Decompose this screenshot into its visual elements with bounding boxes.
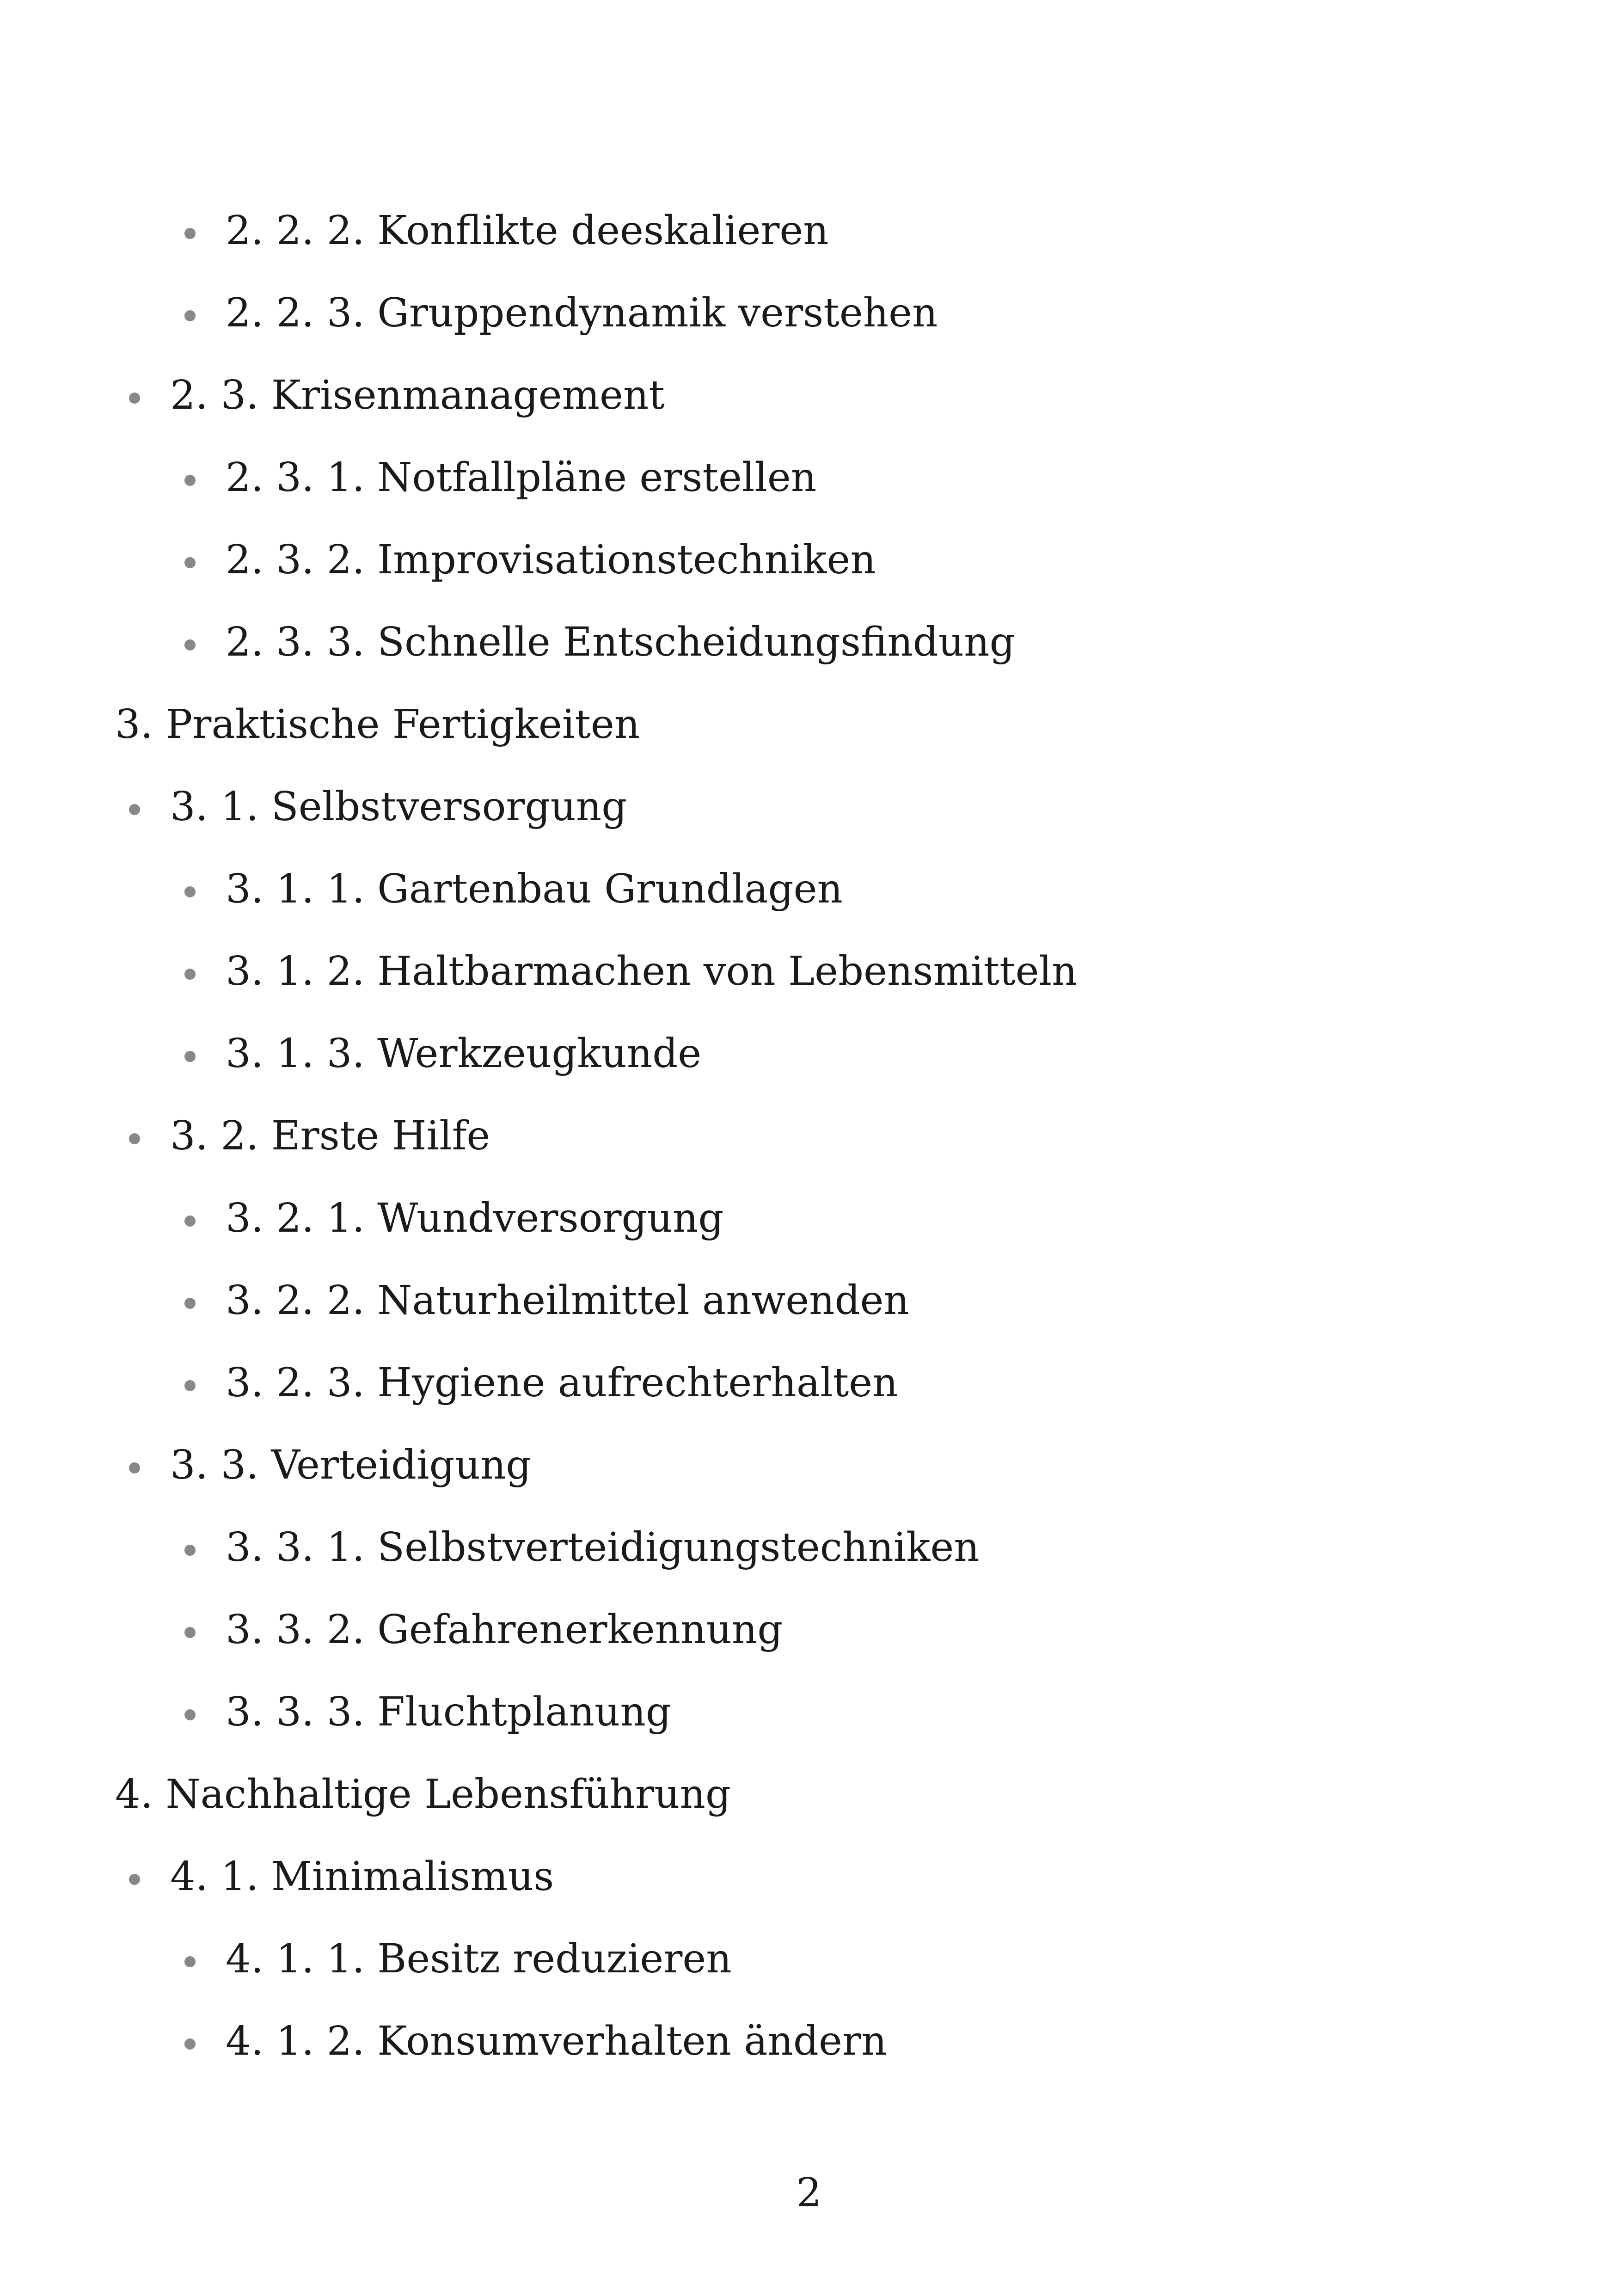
bullet-icon xyxy=(184,1380,196,1391)
bullet-icon xyxy=(129,804,140,815)
toc-entry-level-3: 3. 3. 1. Selbstverteidigungstechniken xyxy=(226,1524,980,1571)
toc-entry-level-3: 3. 1. 1. Gartenbau Grundlagen xyxy=(226,866,843,912)
toc-entry-level-3: 2. 3. 1. Notfallpläne erstellen xyxy=(226,454,817,501)
toc-entry-level-3: 3. 3. 2. Gefahrenerkennung xyxy=(226,1607,783,1653)
toc-entry-level-3: 2. 2. 3. Gruppendynamik verstehen xyxy=(226,290,938,336)
bullet-icon xyxy=(184,557,196,568)
bullet-icon xyxy=(184,310,196,321)
toc-entry-level-3: 3. 2. 1. Wundversorgung xyxy=(226,1195,724,1241)
toc-entry-level-2: 3. 2. Erste Hilfe xyxy=(170,1113,490,1159)
bullet-icon xyxy=(184,969,196,980)
bullet-icon xyxy=(184,1545,196,1556)
bullet-icon xyxy=(129,1874,140,1885)
toc-entry-level-3: 3. 2. 2. Naturheilmittel anwenden xyxy=(226,1277,909,1324)
bullet-icon xyxy=(129,1462,140,1473)
toc-entry-level-2: 3. 3. Verteidigung xyxy=(170,1442,532,1488)
toc-entry-level-3: 3. 1. 3. Werkzeugkunde xyxy=(226,1031,702,1077)
bullet-icon xyxy=(184,639,196,651)
toc-entry-level-1: 4. Nachhaltige Lebensführung xyxy=(115,1771,731,1817)
bullet-icon xyxy=(184,1627,196,1638)
toc-entry-level-2: 3. 1. Selbstversorgung xyxy=(170,784,627,830)
toc-entry-level-3: 2. 2. 2. Konflikte deeskalieren xyxy=(226,208,829,254)
bullet-icon xyxy=(184,475,196,486)
bullet-icon xyxy=(129,1133,140,1144)
bullet-icon xyxy=(184,228,196,239)
toc-entry-level-1: 3. Praktische Fertigkeiten xyxy=(115,701,640,748)
bullet-icon xyxy=(184,2038,196,2050)
toc-entry-level-3: 4. 1. 2. Konsumverhalten ändern xyxy=(226,2018,887,2064)
bullet-icon xyxy=(184,1956,196,1967)
bullet-icon xyxy=(184,1298,196,1309)
bullet-icon xyxy=(184,1709,196,1720)
toc-entry-level-3: 2. 3. 3. Schnelle Entscheidungsfindung xyxy=(226,619,1015,665)
page-number: 2 xyxy=(796,2170,822,2216)
bullet-icon xyxy=(184,1216,196,1227)
toc-entry-level-3: 3. 1. 2. Haltbarmachen von Lebensmitteln xyxy=(226,948,1078,995)
toc-entry-level-3: 3. 3. 3. Fluchtplanung xyxy=(226,1689,671,1735)
toc-entry-level-2: 2. 3. Krisenmanagement xyxy=(170,372,665,418)
toc-entry-level-2: 4. 1. Minimalismus xyxy=(170,1854,554,1900)
toc-entry-level-3: 2. 3. 2. Improvisationstechniken xyxy=(226,537,876,583)
bullet-icon xyxy=(129,393,140,404)
toc-entry-level-3: 4. 1. 1. Besitz reduzieren xyxy=(226,1936,732,1982)
bullet-icon xyxy=(184,886,196,897)
toc-entry-level-3: 3. 2. 3. Hygiene aufrechterhalten xyxy=(226,1360,898,1406)
bullet-icon xyxy=(184,1051,196,1062)
